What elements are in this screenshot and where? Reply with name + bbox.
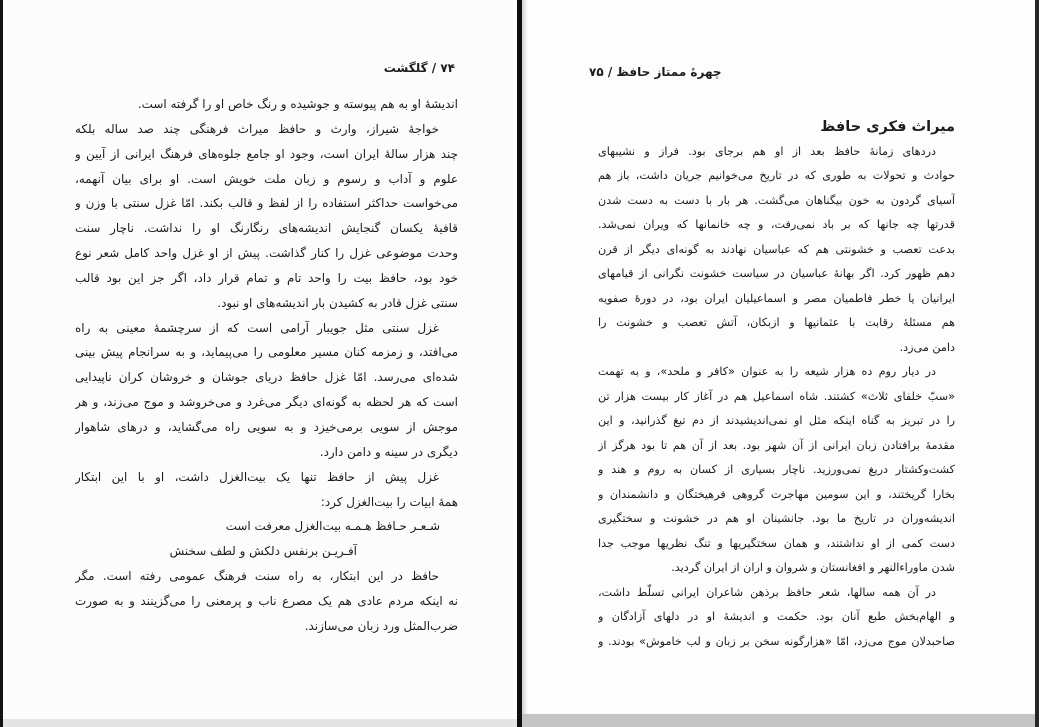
body-line: قدرتها چه جانها که بر باد نمی‌رفت، و چه خانمانها که ویران نمی‌شد. xyxy=(598,218,955,231)
body-line: صاحبدلان موج می‌زد، امّا «هزارگونه سخن بر زبان و لب خاموش» بودند. و xyxy=(598,634,955,648)
body-line: شدن ماوراءالنهر و افغانستان و شروان و اران از ایران گردید. xyxy=(671,561,955,574)
text-column xyxy=(598,115,955,654)
body-line: خواجهٔ شیراز، وارث و حافظ میراث فرهنگی چند صد ساله بلکه xyxy=(75,121,439,136)
right-page xyxy=(522,0,1035,727)
body-line: دردهای زمانهٔ حافظ بعد از او هم برجای بود. فراز و نشیبهای xyxy=(598,144,936,158)
body-line: می‌افتد، و زمزمه کنان مسیر معلومی را می‌پیماید، و به سرانجام پیش بینی xyxy=(75,345,458,360)
body-line: سنتی غزل قادر به کشیدن بار اندیشه‌های او نبود. xyxy=(217,295,458,310)
body-line: در آن همه سالها، شعر حافظ برذهن شاعران ایرانی تسلّط داشت، xyxy=(598,585,936,599)
body-line: ضرب‌المثل ورد زبان می‌سازند. xyxy=(304,618,458,633)
page-number: ۷۴ xyxy=(440,61,455,75)
body-line: شده‌ای می‌رسد. امّا غزل حافظ دریای جوشان و خروشان کران ناپیدایی xyxy=(75,370,458,385)
body-line: آسیای گردون به خون بیگناهان می‌گشت. هر بار با دست به دست شدن xyxy=(598,193,955,207)
body-line: اندیشه‌وران در تاریخ ما بود. جانشینان او هم در خشونت و سختگیری xyxy=(598,512,955,525)
body-line: دیگری در سینه و دامن دارد. xyxy=(319,444,458,459)
gutter-shadow xyxy=(522,0,528,727)
body-line: اندیشهٔ او به هم پیوسته و جوشیده و رنگ خاص او را گرفته است. xyxy=(137,97,458,111)
body-line: وحدت موضوعی غزل را کنار گذاشت. پیش از او غزل واحد کامل شعر نوع xyxy=(75,246,458,261)
body-line: بدعت تعصب و خشونتی هم که عباسیان نهادند به گونه‌ای دیگر از قرن xyxy=(598,242,955,256)
running-header xyxy=(589,62,759,82)
body-line: نه اینکه مردم عادی هم یک مصرع ناب و پرمعنی را می‌گزینند و به صورت xyxy=(75,593,458,608)
verse-line: آفـریـن برنفس دلکش و لطف سخنش xyxy=(169,544,357,559)
body-line: غزل سنتی مثل جویبار آرامی است که از سرچشمهٔ معینی به راه xyxy=(75,320,439,335)
body-line: مقدمهٔ برافتادن زبان ایرانی از آن شهر بود. بعد از آن هم تا بود هرگز از xyxy=(598,438,955,452)
body-line: قافیهٔ یکسان گنجایش اندیشه‌های رنگارنگ او را نداشت. ناچار سنت xyxy=(75,221,458,236)
body-line: است که هر لحظه به گونه‌ای دیگر می‌غرد و می‌خروشد و موج می‌زند، و هر xyxy=(75,395,458,410)
body-line: «سبّ خلفای ثلاث» کشتند. شاه اسماعیل هم در آغاز کار بیست هزار تن xyxy=(598,389,955,403)
body-line: را در تبریز به گناه اینکه مثل او نمی‌اندیشیدند از دم تیغ گذرانید، و این xyxy=(598,414,955,427)
body-line: دهم ظهور کرد. اگر بهانهٔ عباسیان در سیاست خشونت نگرانی از قیامهای xyxy=(598,267,955,280)
scan-edge xyxy=(522,714,1035,727)
body-line: می‌خواست حداکثر استفاده را از لفظ و قالب بکند. امّا غزل سنتی با وزن و xyxy=(75,196,458,211)
scan-edge xyxy=(0,0,3,727)
body-line: دست کمی از او نداشتند، و همان سختگیریها و تنگ نظریها موجب جدا xyxy=(598,536,955,550)
body-line: و الهام‌بخش طبع آنان بود. حکمت و اندیشهٔ او در دلهای آزادگان و xyxy=(598,610,955,623)
text-column xyxy=(75,92,458,639)
body-line: در دیار روم ده هزار شیعه را به عنوان «کافر و ملحد»، و به تهمت xyxy=(598,365,936,378)
page-number: ۷۵ xyxy=(589,65,604,79)
body-line: هم مسئلهٔ رقابت با عثمانیها و ازبکان، آتش تعصب و خشونت را xyxy=(598,316,955,329)
body-line: حوادث و تحولات به طوری که در تاریخ می‌خوانیم جریان داشت، باز هم xyxy=(598,169,955,182)
body-line: دامن می‌زد. xyxy=(899,340,955,354)
section-title: میراث فکری حافظ xyxy=(820,119,955,135)
body-line: ایرانیان یا خطر فاطمیان مصر و اسماعیلیان ایران بود، در دورهٔ صفویه xyxy=(598,291,955,305)
header-separator: / xyxy=(607,65,613,79)
scan-edge xyxy=(1035,0,1039,727)
verse-line: شـعـر حـافظ هـمـه بیت‌الغزل معرفت است xyxy=(225,519,440,534)
body-line: حافظ در این ابتکار، به راه سنت فرهنگ عمومی رفته است. مگر xyxy=(75,569,439,584)
running-title: گلگشت xyxy=(383,61,428,75)
body-line: بخارا گریختند، و این سومین مهاجرت گروهی فرهیختگان و دانشمندان و xyxy=(598,487,955,501)
body-line: کشت‌وکشتار دریغ نمی‌ورزید. ناچار بسیاری از کسان به روم و هند و xyxy=(598,463,955,476)
scan-edge xyxy=(3,719,517,727)
header-separator: / xyxy=(431,61,437,75)
running-header xyxy=(300,58,455,78)
body-line: خود بود، حافظ بیت را واحد تام و تمام قرار داد، اگر جز این بود قالب xyxy=(75,270,458,285)
body-line: چند هزار سالهٔ ایران است، وجود او جامع جلوه‌های فرهنگ ایرانی از آیین و xyxy=(75,146,458,161)
body-line: غزل پیش از حافظ تنها یک بیت‌الغزل داشت، او با این ابتکار xyxy=(75,469,439,484)
body-line: همهٔ ابیات را بیت‌الغزل کرد: xyxy=(320,494,458,509)
body-line: علوم و آداب و رسوم و زبان ملت خویش است. او برای بیان آنهمه، xyxy=(75,171,458,186)
left-page xyxy=(0,0,517,727)
running-title: چهرهٔ ممتاز حافظ xyxy=(616,65,722,79)
body-line: موجش از سویی برمی‌خیزد و به سویی راه می‌گشاید، و درهای شاهوار xyxy=(75,419,458,434)
